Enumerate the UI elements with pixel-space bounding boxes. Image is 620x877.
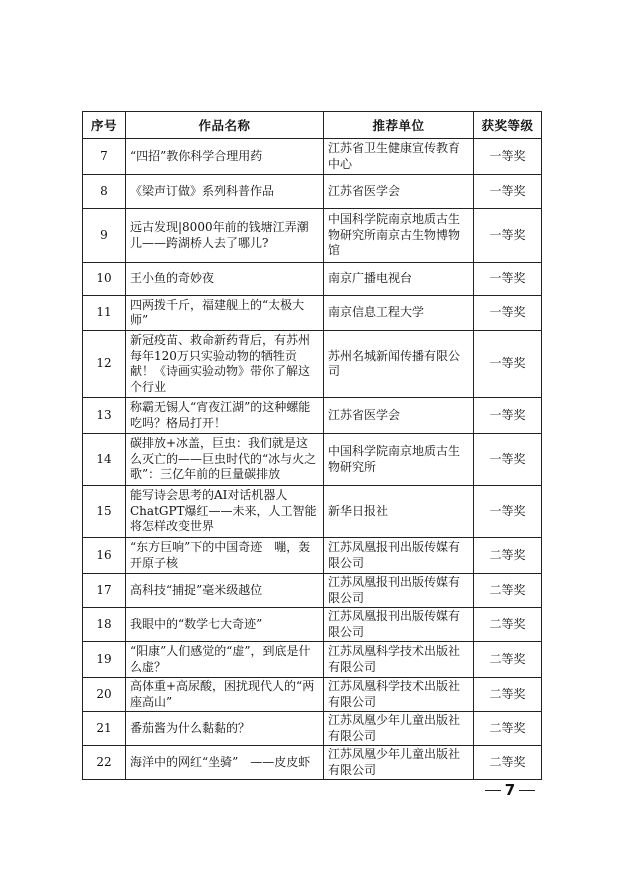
cell-title: 番茄酱为什么黏黏的？ bbox=[126, 712, 324, 746]
awards-table bbox=[82, 111, 542, 780]
cell-award: 二等奖 bbox=[474, 574, 542, 608]
cell-no: 12 bbox=[83, 331, 126, 398]
header-title: 作品名称 bbox=[126, 112, 324, 139]
table-row bbox=[83, 331, 542, 398]
cell-title: 王小鱼的奇妙夜 bbox=[126, 263, 324, 296]
cell-award: 一等奖 bbox=[474, 331, 542, 398]
cell-title: 新冠疫苗、救命新药背后，有苏州每年120万只实验动物的牺牲贡献！《诗画实验动物》带你了解这个行业 bbox=[126, 331, 324, 398]
cell-award: 二等奖 bbox=[474, 746, 542, 780]
cell-award: 一等奖 bbox=[474, 175, 542, 209]
header-no: 序号 bbox=[83, 112, 126, 139]
cell-unit: 苏州名城新闻传播有限公司 bbox=[324, 331, 474, 398]
cell-title: 高体重+高尿酸，困扰现代人的“两座高山” bbox=[126, 678, 324, 712]
table-row bbox=[83, 398, 542, 434]
cell-title: 《梁声订做》系列科普作品 bbox=[126, 175, 324, 209]
cell-no: 14 bbox=[83, 434, 126, 486]
cell-award: 二等奖 bbox=[474, 538, 542, 574]
cell-unit: 南京广播电视台 bbox=[324, 263, 474, 296]
table-row bbox=[83, 608, 542, 642]
cell-award: 二等奖 bbox=[474, 712, 542, 746]
cell-title: “四招”教你科学合理用药 bbox=[126, 139, 324, 175]
cell-title: 高科技“捕捉”毫米级越位 bbox=[126, 574, 324, 608]
table-row bbox=[83, 642, 542, 678]
table-row bbox=[83, 574, 542, 608]
table-row bbox=[83, 434, 542, 486]
table-row bbox=[83, 678, 542, 712]
cell-unit: 江苏省卫生健康宣传教育中心 bbox=[324, 139, 474, 175]
cell-unit: 江苏凤凰报刊出版传媒有限公司 bbox=[324, 608, 474, 642]
table-row bbox=[83, 175, 542, 209]
table-row bbox=[83, 712, 542, 746]
cell-no: 19 bbox=[83, 642, 126, 678]
cell-award: 二等奖 bbox=[474, 608, 542, 642]
cell-title: 远古发现|8000年前的钱塘江弄潮儿——跨湖桥人去了哪儿? bbox=[126, 209, 324, 263]
cell-award: 一等奖 bbox=[474, 296, 542, 331]
cell-no: 17 bbox=[83, 574, 126, 608]
cell-unit: 江苏凤凰科学技术出版社有限公司 bbox=[324, 642, 474, 678]
cell-no: 18 bbox=[83, 608, 126, 642]
table-header-row bbox=[83, 112, 542, 139]
cell-no: 15 bbox=[83, 486, 126, 538]
cell-unit: 中国科学院南京地质古生物研究所南京古生物博物馆 bbox=[324, 209, 474, 263]
cell-no: 13 bbox=[83, 398, 126, 434]
cell-title: 海洋中的网红“坐骑” ——皮皮虾 bbox=[126, 746, 324, 780]
table-row bbox=[83, 486, 542, 538]
cell-award: 一等奖 bbox=[474, 398, 542, 434]
cell-unit: 江苏凤凰少年儿童出版社有限公司 bbox=[324, 746, 474, 780]
table-row bbox=[83, 538, 542, 574]
cell-unit: 江苏省医学会 bbox=[324, 175, 474, 209]
cell-unit: 江苏凤凰报刊出版传媒有限公司 bbox=[324, 574, 474, 608]
cell-unit: 江苏凤凰报刊出版传媒有限公司 bbox=[324, 538, 474, 574]
cell-unit: 江苏省医学会 bbox=[324, 398, 474, 434]
cell-no: 8 bbox=[83, 175, 126, 209]
cell-title: 我眼中的“数学七大奇迹” bbox=[126, 608, 324, 642]
cell-title: “阳康”人们感觉的“虚”，到底是什么虚？ bbox=[126, 642, 324, 678]
cell-no: 21 bbox=[83, 712, 126, 746]
table-row bbox=[83, 296, 542, 331]
cell-no: 7 bbox=[83, 139, 126, 175]
cell-title: 称霸无锡人“宵夜江湖”的这种螺能吃吗？格局打开！ bbox=[126, 398, 324, 434]
cell-award: 一等奖 bbox=[474, 139, 542, 175]
header-unit: 推荐单位 bbox=[324, 112, 474, 139]
table-row bbox=[83, 209, 542, 263]
table-row bbox=[83, 263, 542, 296]
page-number-value: 7 bbox=[504, 781, 516, 799]
cell-no: 22 bbox=[83, 746, 126, 780]
cell-award: 二等奖 bbox=[474, 678, 542, 712]
header-award: 获奖等级 bbox=[474, 112, 542, 139]
cell-no: 20 bbox=[83, 678, 126, 712]
cell-award: 一等奖 bbox=[474, 434, 542, 486]
cell-unit: 中国科学院南京地质古生物研究所 bbox=[324, 434, 474, 486]
dash-left bbox=[485, 790, 501, 792]
dash-right bbox=[519, 790, 535, 792]
cell-no: 16 bbox=[83, 538, 126, 574]
cell-no: 10 bbox=[83, 263, 126, 296]
table-row bbox=[83, 139, 542, 175]
cell-award: 一等奖 bbox=[474, 486, 542, 538]
cell-award: 一等奖 bbox=[474, 209, 542, 263]
cell-award: 一等奖 bbox=[474, 263, 542, 296]
cell-no: 11 bbox=[83, 296, 126, 331]
table-row bbox=[83, 746, 542, 780]
cell-unit: 江苏凤凰科学技术出版社有限公司 bbox=[324, 678, 474, 712]
cell-unit: 南京信息工程大学 bbox=[324, 296, 474, 331]
cell-title: 能写诗会思考的AI对话机器人ChatGPT爆红——未来，人工智能将怎样改变世界 bbox=[126, 486, 324, 538]
table-body bbox=[83, 139, 542, 780]
cell-title: “东方巨响”下的中国奇迹 嘣，轰开原子核 bbox=[126, 538, 324, 574]
cell-no: 9 bbox=[83, 209, 126, 263]
cell-title: 四两拨千斤，福建舰上的“太极大师” bbox=[126, 296, 324, 331]
cell-award: 二等奖 bbox=[474, 642, 542, 678]
cell-unit: 江苏凤凰少年儿童出版社有限公司 bbox=[324, 712, 474, 746]
cell-title: 碳排放+冰盖，巨虫：我们就是这么灭亡的——巨虫时代的“冰与火之歌”：三亿年前的巨量碳排放 bbox=[126, 434, 324, 486]
cell-unit: 新华日报社 bbox=[324, 486, 474, 538]
page-number bbox=[480, 781, 540, 799]
